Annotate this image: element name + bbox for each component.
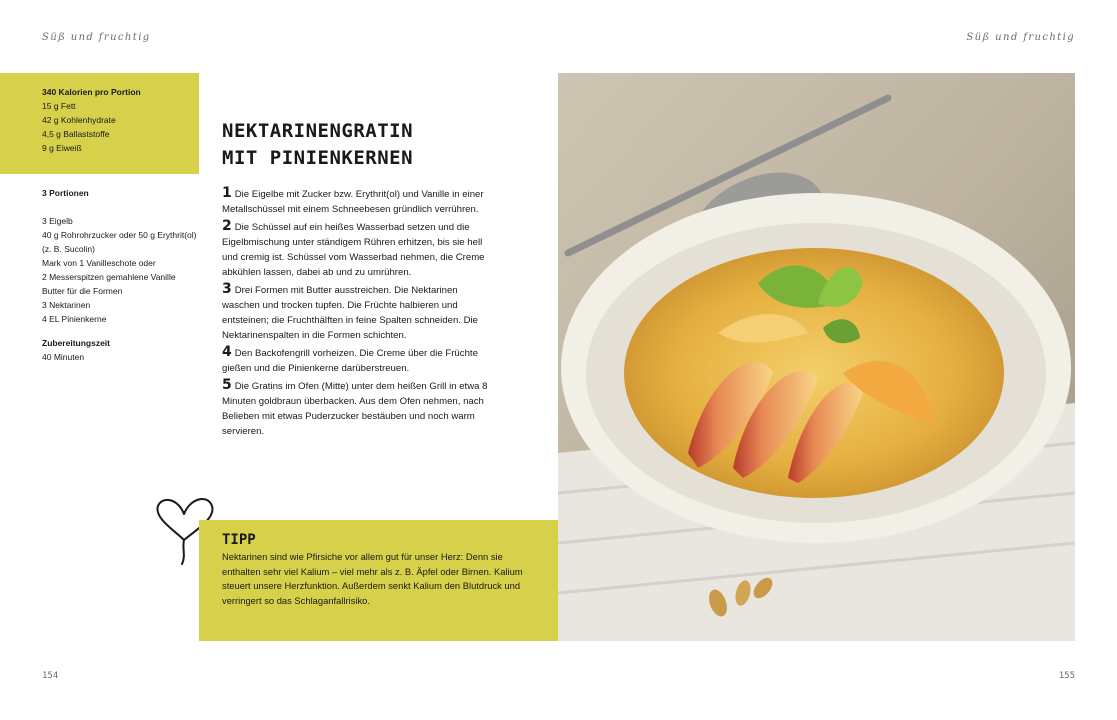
nutrition-line: 4,5 g Ballaststoffe	[42, 129, 110, 139]
recipe-title	[222, 118, 413, 172]
recipe-steps	[222, 187, 498, 442]
nutrition-heading: 340 Kalorien pro Portion	[42, 87, 141, 97]
nutrition-box	[0, 73, 199, 174]
ingredient-item: 40 g Rohrohrzucker oder 50 g Erythrit(ol)	[42, 230, 197, 240]
step-number: 2	[222, 218, 232, 234]
step-number: 4	[222, 344, 232, 360]
gratin-photo	[558, 73, 1075, 641]
recipe-title-line1: NEKTARINENGRATIN	[222, 120, 414, 142]
ingredient-item: Butter für die Formen	[42, 286, 123, 296]
page-number-left: 154	[42, 671, 59, 681]
recipe-title-line2: MIT PINIENKERNEN	[222, 147, 414, 169]
step-text: Den Backofengrill vorheizen. Die Creme über die Früchte gießen und die Pinienkerne darüberstreuen.	[222, 348, 478, 374]
step-text: Die Eigelbe mit Zucker bzw. Erythrit(ol) und Vanille in einer Metallschüssel mit einem Schneebesen gründlich verrühren.	[222, 189, 484, 215]
ingredient-item: (z. B. Sucolin)	[42, 244, 95, 254]
nutrition-line: 15 g Fett	[42, 101, 76, 111]
ingredient-item: 3 Nektarinen	[42, 300, 91, 310]
step-text: Drei Formen mit Butter ausstreichen. Die Nektarinen waschen und trocken tupfen. Die Früchte halbieren und entsteinen; die Fruchthälften in feine Spalten schneiden. Die Nektarinenspalten in die Formen schichten.	[222, 285, 479, 341]
ingredient-item: Mark von 1 Vanilleschote oder	[42, 258, 156, 268]
tip-title: TIPP	[222, 532, 256, 548]
tip-text: Nektarinen sind wie Pfirsiche vor allem gut für unser Herz: Denn sie enthalten sehr viel Kalium – viel mehr als z. B. Äpfel oder Birnen. Kalium steuert unsere Herzfunktion. Außerdem senkt Kalium den Blutdruck und verringert so das Schlaganfallrisiko.	[222, 551, 523, 606]
ingredient-item: 3 Eigelb	[42, 216, 73, 226]
running-head-left: Süß und fruchtig	[42, 32, 151, 43]
ingredient-item: 4 EL Pinienkerne	[42, 314, 107, 324]
page-number-right: 155	[1058, 671, 1075, 681]
step-number: 1	[222, 185, 232, 201]
step-number: 3	[222, 281, 232, 297]
recipe-step	[222, 220, 498, 280]
tip-box	[199, 520, 558, 641]
ingredients-sidebar	[42, 186, 202, 364]
servings: 3 Portionen	[42, 188, 89, 198]
recipe-step	[222, 283, 498, 343]
nutrition-line: 42 g Kohlenhydrate	[42, 115, 116, 125]
ingredient-item: 2 Messerspitzen gemahlene Vanille	[42, 272, 176, 282]
recipe-step	[222, 187, 498, 217]
prep-time-value: 40 Minuten	[42, 352, 85, 362]
step-number: 5	[222, 377, 232, 393]
step-text: Die Gratins im Ofen (Mitte) unter dem heißen Grill in etwa 8 Minuten goldbraun überbacken. Aus dem Ofen nehmen, nach Belieben mit etwas Puderzucker bestäuben und noch warm servieren.	[222, 381, 488, 437]
prep-time-label: Zubereitungszeit	[42, 338, 111, 348]
recipe-step	[222, 379, 498, 439]
step-text: Die Schüssel auf ein heißes Wasserbad setzen und die Eigelbmischung unter ständigem Rühren erhitzen, bis sie hell und cremig ist. Schüssel vom Wasserbad nehmen, die Creme abkühlen lassen, dabei ab und zu umrühren.	[222, 222, 485, 278]
recipe-step	[222, 346, 498, 376]
running-head-right: Süß und fruchtig	[966, 32, 1075, 43]
nutrition-line: 9 g Eiweiß	[42, 143, 82, 153]
